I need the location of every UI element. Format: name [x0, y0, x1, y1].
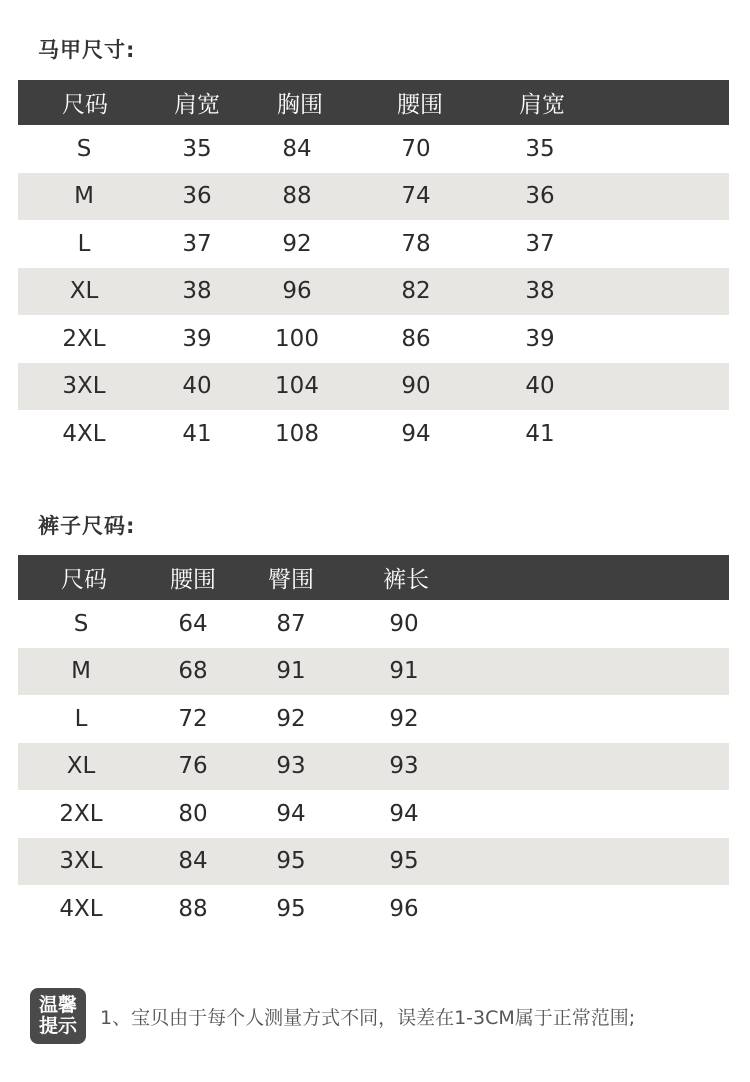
cell-length: 91	[389, 658, 419, 685]
header-hip: 臀围	[268, 567, 314, 593]
vest-section-title: 马甲尺寸:	[38, 38, 136, 62]
table-row	[18, 363, 729, 411]
table-row	[18, 695, 729, 743]
table-row	[18, 648, 729, 696]
cell-hip: 91	[276, 658, 306, 685]
table-row	[18, 125, 729, 173]
cell-chest: 100	[275, 325, 319, 352]
cell-shoulder: 36	[182, 183, 212, 210]
table-row	[18, 410, 729, 458]
cell-shoulder-2: 39	[525, 325, 555, 352]
cell-size: 3XL	[62, 373, 106, 400]
header-shoulder-2: 肩宽	[519, 92, 565, 118]
cell-waist: 78	[401, 230, 431, 257]
cell-chest: 104	[275, 373, 319, 400]
vest-size-table	[18, 80, 729, 458]
cell-shoulder: 37	[182, 230, 212, 257]
cell-size: L	[77, 230, 91, 257]
tip-badge-line1: 温馨	[38, 994, 77, 1016]
cell-chest: 84	[282, 135, 312, 162]
header-size: 尺码	[61, 567, 107, 593]
cell-length: 92	[389, 705, 419, 732]
cell-shoulder: 35	[182, 135, 212, 162]
header-waist: 腰围	[170, 567, 216, 593]
cell-length: 96	[389, 895, 419, 922]
cell-shoulder-2: 40	[525, 373, 555, 400]
cell-length: 95	[389, 848, 419, 875]
header-length: 裤长	[383, 567, 429, 593]
cell-size: M	[74, 183, 94, 210]
header-size: 尺码	[62, 92, 108, 118]
cell-size: 4XL	[59, 895, 103, 922]
warm-tip	[30, 988, 710, 1046]
header-waist: 腰围	[397, 92, 443, 118]
cell-shoulder-2: 38	[525, 278, 555, 305]
cell-size: XL	[69, 278, 99, 305]
cell-waist: 70	[401, 135, 431, 162]
cell-length: 90	[389, 610, 419, 637]
cell-chest: 108	[275, 420, 319, 447]
table-row	[18, 743, 729, 791]
cell-chest: 88	[282, 183, 312, 210]
cell-hip: 95	[276, 848, 306, 875]
cell-waist: 88	[178, 895, 208, 922]
cell-shoulder-2: 36	[525, 183, 555, 210]
table-header-row	[18, 555, 729, 600]
cell-waist: 74	[401, 183, 431, 210]
cell-size: L	[74, 705, 88, 732]
tip-badge	[30, 988, 86, 1044]
cell-hip: 87	[276, 610, 306, 637]
tip-text: 1、宝贝由于每个人测量方式不同，误差在1-3CM属于正常范围;	[100, 1006, 636, 1029]
header-shoulder: 肩宽	[174, 92, 220, 118]
cell-size: 2XL	[59, 800, 103, 827]
cell-size: M	[71, 658, 91, 685]
cell-size: 3XL	[59, 848, 103, 875]
cell-chest: 92	[282, 230, 312, 257]
cell-size: S	[73, 610, 89, 637]
cell-chest: 96	[282, 278, 312, 305]
tip-badge-line2: 提示	[38, 1015, 77, 1037]
header-chest: 胸围	[277, 92, 323, 118]
cell-shoulder: 39	[182, 325, 212, 352]
cell-hip: 92	[276, 705, 306, 732]
pants-size-table	[18, 555, 729, 933]
table-row	[18, 600, 729, 648]
cell-size: 4XL	[62, 420, 106, 447]
cell-length: 93	[389, 753, 419, 780]
table-row	[18, 885, 729, 933]
table-row	[18, 838, 729, 886]
cell-size: 2XL	[62, 325, 106, 352]
cell-waist: 82	[401, 278, 431, 305]
cell-hip: 94	[276, 800, 306, 827]
cell-waist: 64	[178, 610, 208, 637]
cell-size: XL	[66, 753, 96, 780]
cell-waist: 80	[178, 800, 208, 827]
cell-waist: 72	[178, 705, 208, 732]
table-row	[18, 790, 729, 838]
cell-hip: 95	[276, 895, 306, 922]
cell-length: 94	[389, 800, 419, 827]
table-header-row	[18, 80, 729, 125]
cell-waist: 90	[401, 373, 431, 400]
table-row	[18, 220, 729, 268]
table-row	[18, 268, 729, 316]
cell-shoulder-2: 41	[525, 420, 555, 447]
table-row	[18, 173, 729, 221]
cell-shoulder: 38	[182, 278, 212, 305]
cell-waist: 76	[178, 753, 208, 780]
cell-size: S	[76, 135, 92, 162]
cell-shoulder-2: 37	[525, 230, 555, 257]
cell-waist: 68	[178, 658, 208, 685]
cell-shoulder-2: 35	[525, 135, 555, 162]
cell-shoulder: 41	[182, 420, 212, 447]
cell-waist: 84	[178, 848, 208, 875]
table-row	[18, 315, 729, 363]
pants-section-title: 裤子尺码:	[38, 514, 136, 538]
cell-waist: 94	[401, 420, 431, 447]
cell-waist: 86	[401, 325, 431, 352]
cell-shoulder: 40	[182, 373, 212, 400]
cell-hip: 93	[276, 753, 306, 780]
